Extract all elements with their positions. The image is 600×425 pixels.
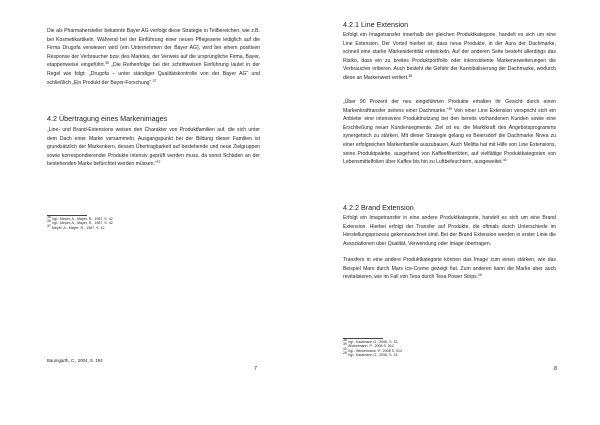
footnote-ref: 26 — [478, 273, 482, 278]
right-page — [300, 0, 600, 425]
footnote-rule — [343, 338, 383, 339]
footnote-rule — [47, 215, 87, 216]
footnote-item: $^{36}$ Vgl.: Meyer, A., Mayer, R., 1987, S. 42 — [47, 219, 113, 226]
footnotes-right — [343, 340, 402, 358]
page-number-left: 7 — [254, 366, 257, 372]
section-heading-4-2-1: 4.2.1 Line Extension — [343, 20, 409, 29]
intro-paragraph: Die als Pharmahersteller bekannte Bayer AG verfolgt diese Strategie in Teilbereichen, wie z.B. bei Kosmetikartikeln. Während bei der Einführung einer neuen Pflegeserie lediglich auf die Firma Drugofa verwiesen wird (ein Unternehmen der Bayer AG), wird bei einem positiven Response der Verbraucher bzw. des Marktes, der Verweis auf die ursprüngliche Firma, Bayer, etappenweise eingeführt.$^{35}$ „Die Reihenfolge bei der schrittweisen Einführung lautet in der Regel wie folgt: „Drugofa – unter ständiger Qualitätskontrolle von der Bayer AG“ und schließlich „Ein Produkt der Bayer-Forschung“.$^{37}$ — [47, 28, 261, 86]
line-extension-paragraph-2: „Über 90 Prozent der neu eingeführten Produkte erhalten ihr Gesicht durch einen Markenkraftransfer seitens einer Dachmarke.“$^{39}$ Von einer Line Extension verspricht sich ein Anbieter eine intensivere Produktnutzung bei den bereits vorhandenen Kunden sowie eine Erschließung neuer Kundensegmente. Ziel ist es, die Marktkraft des Angebotsprogramms synergetisch zu stärken. Mit dieser Strategie gelang es Beiersdorf die Dachmarke Nivea zu einer erfolgreichen Markenfamilie auszubauen. Auch Melitta hat mit Hilfe von Line Extensions, seine Produktpalette, ausgehend von Kaffeefiltertüten, auf vielfältige Produktkategorien von Lebensmittelfolien über Kaffee bis hin zu Luftbefeuchtern, ausgeweitet.$^{40}$ — [343, 99, 556, 166]
footnote-item: $^{35}$ Vgl.: Meyer, A., Mayer, R., 1987, S. 42 — [47, 215, 113, 221]
footnote-item: $^{37}$ Meyer, A., Mayer, R., 1987, S. 42 — [47, 223, 105, 230]
footnote-ref: 38 — [408, 73, 413, 78]
footnote-ref: 40 — [502, 158, 507, 163]
section-heading-4-2-2: 4.2.2 Brand Extension — [343, 203, 414, 212]
footnote-ref: 35 — [105, 61, 109, 66]
footnote-ref: 37 — [156, 160, 161, 165]
footnote-item: $^{39}$ Winkelmann, P., 2008 S. 512 — [343, 342, 394, 349]
footnote-item: $^{40}$ Vgl.: Winkelmann, P., 2008 S. 512 — [343, 346, 403, 353]
page-number-right: 8 — [554, 366, 557, 372]
footnote-item: $^{38}$ Vgl.: Kaufmann G., 2006, S. 33 — [343, 338, 398, 344]
footnote-ref: 39 — [448, 106, 453, 111]
brand-extension-paragraph-1: Erfolgt ein Imagetransfer in eine andere Produktkategorie, handelt es sich um eine Brand Extension. Hierbei erfolgt der Transfer auf Produkte, die oftmals durch Unterschiede im Herstellungsprozess gekennzeichnet sind. Bei der Brand Extension werden in erster Linie die Assoziationen über Qualität, Verwendung oder Image übertragen. — [343, 215, 556, 247]
footnote-ref: 37 — [152, 78, 157, 83]
body-paragraph: „Line- und Brand-Extensions weisen den Charakter von Produktfamilien auf, die sich unter dem Dach einer Marke versammeln. Ausgangspunkt bei der Bildung dieser Familien ist grundsätzlich der Markenkern, dessen Übertragbarkeit auf bestehende und neue Zielgruppen sowie korrespondierender Produkte intensiv geprüft werden muss, da sonst Schäden an der bestehenden Marke befürchtet werden müssen.“$^{37}$ — [47, 127, 260, 168]
source-citation: Baumgarth, C., 2004, S. 194 — [47, 358, 103, 363]
footnotes-left — [47, 217, 113, 230]
section-heading-4-2: 4.2 Übertragung eines Markenimages — [47, 114, 168, 123]
line-extension-paragraph-1: Erfolgt ein Imagetransfer innerhalb der gleichen Produktkategorie, handelt es sich um eine Line Extension. Der Vorteil hierbei ist, dass neue Produkte, in der Aura der Dachmarke, schnell eine starke Markenidentität entwickeln. Auf der anderen Seite besteht allerdings das Risiko, dass ein zu breites Produktportfolio oder inkonsistente Markenerweiterungen die Verbraucher irritieren. Auch besteht die Gefahr der Kannibalisierung der Dachmarke, wodurch diese an Markenwert verliert.$^{38}$ — [343, 32, 556, 81]
footnote-item: $^{26}$ Vgl.: Kaufmann G., 2006, S. 33 — [343, 351, 398, 358]
brand-extension-paragraph-2: Transfers in eine andere Produktkategorie können das Image zum einen stärken, wie das Beispiel Mars durch Mars Ice-Creme gezeigt hat. Zum anderen kann die Marke aber auch revitalisieren, wie im Fall von Tesa durch Tesa Power Strips.$^{26}$ — [343, 257, 556, 281]
